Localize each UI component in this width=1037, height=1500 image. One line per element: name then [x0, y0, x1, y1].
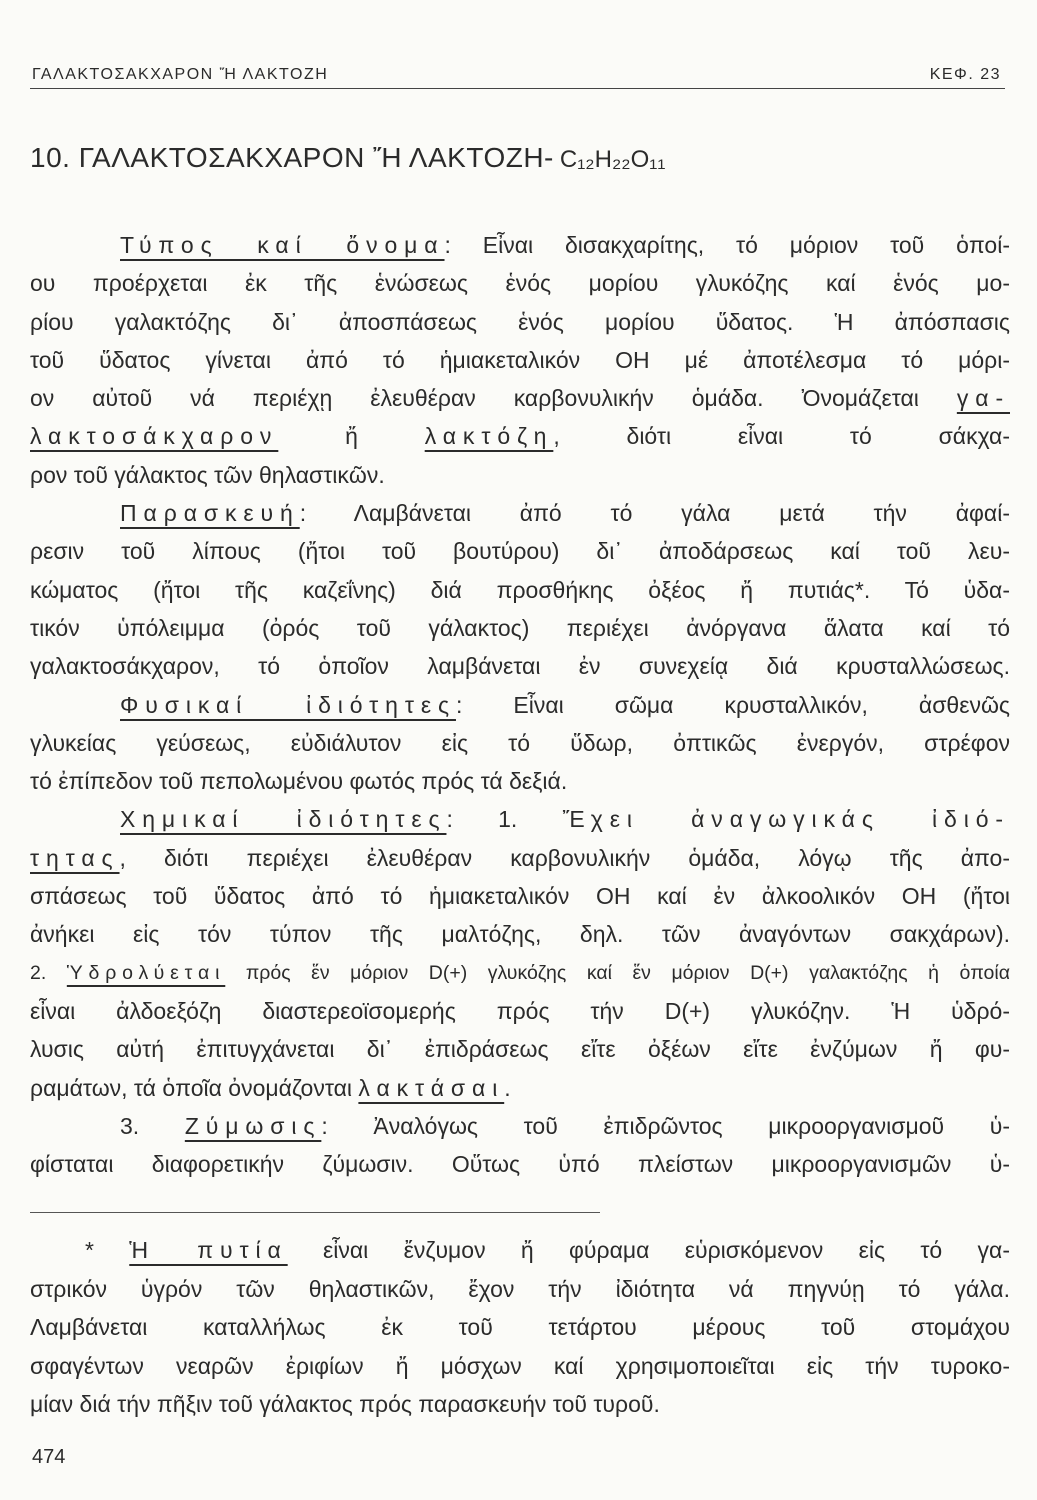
body-line	[30, 264, 1010, 302]
underlined-term: Ὑδρολύεται	[66, 961, 226, 984]
footnote-line	[30, 1347, 1010, 1386]
text-segment: 3.	[120, 1112, 185, 1139]
text-segment: λυσις αὐτή ἐπιτυγχάνεται δι᾽ ἐπιδράσεως εἴτε ὀξέων εἴτε ἐνζύμων ἤ φυ-	[30, 1036, 1010, 1063]
body-line	[30, 226, 1010, 264]
body-line	[30, 1107, 1010, 1145]
body-line	[30, 800, 1010, 838]
body-line	[30, 1030, 1010, 1068]
running-header-title: ΓΑΛΑΚΤΟΣΑΚΧΑΡΟΝ Ἤ ΛΑΚΤΟΖΗ	[32, 66, 329, 83]
footnote	[30, 1231, 1010, 1424]
text-segment: .	[504, 1074, 511, 1101]
body-line	[30, 341, 1010, 379]
text-segment: : Εἶναι σῶμα κρυσταλλικόν, ἀσθενῶς	[455, 691, 1010, 718]
text-segment: : Εἶναι δισακχαρίτης, τό μόριον τοῦ ὁποί-	[444, 232, 1010, 258]
text-segment: ἤ	[278, 423, 425, 450]
text-segment: ου προέρχεται ἐκ τῆς ἑνώσεως ἑνός μορίου γλυκόζης καί ἑνός μο-	[30, 270, 1010, 297]
body-line	[30, 532, 1010, 570]
footnote-line	[30, 1385, 1010, 1424]
text-segment: πρός ἕν μόριον D(+) γλυκόζης καί ἕν μόριον D(+) γαλακτόζης ἡ ὁποία	[225, 961, 1010, 984]
underlined-term: Παρασκευή	[120, 500, 300, 527]
body-line	[30, 1145, 1010, 1183]
body-line	[30, 571, 1010, 609]
text-segment: στρικόν ὑγρόν τῶν θηλαστικῶν, ἔχον τήν ἰδιότητα νά πηγνύῃ τό γάλα.	[30, 1275, 1010, 1302]
underlined-term: γα-	[956, 385, 1010, 412]
text-segment: γαλακτοσάκχαρον, τό ὁποῖον λαμβάνεται ἐν συνεχείᾳ διά κρυσταλλώσεως.	[30, 653, 1010, 680]
underlined-term: Ἡ πυτία	[129, 1237, 288, 1263]
text-segment: τοῦ ὕδατος γίνεται ἀπό τό ἡμιακεταλικόν OH μέ ἀποτέλεσμα τό μόρι-	[30, 346, 1010, 373]
body-line	[30, 303, 1010, 341]
underlined-term: Τύπος καί ὄνομα	[120, 232, 445, 258]
footnote-line	[30, 1308, 1010, 1347]
text-segment: ραμάτων, τά ὁποῖα ὀνομάζονται	[30, 1074, 359, 1101]
text-segment: σπάσεως τοῦ ὕδατος ἀπό τό ἡμιακεταλικόν OH καί ἐν ἀλκοολικόν OH (ἤτοι	[30, 883, 1010, 910]
text-segment: , διότι εἶναι τό σάκχα-	[553, 423, 1010, 450]
text-segment: μίαν διά τήν πῆξιν τοῦ γάλακτος πρός παρασκευήν τοῦ τυροῦ.	[30, 1391, 660, 1417]
body-line	[30, 456, 1010, 494]
section-title	[30, 142, 665, 174]
text-segment: 2.	[30, 961, 67, 984]
text-segment: εἶναι ἔνζυμον ἤ φύραμα εὑρισκόμενον εἰς τό γα-	[287, 1237, 1010, 1263]
text-segment: φίσταται διαφορετικήν ζύμωσιν. Οὕτως ὑπό πλείστων μικροοργανισμῶν ὑ-	[30, 1151, 1010, 1178]
text-segment: τικόν ὑπόλειμμα (ὀρός τοῦ γάλακτος) περιέχει ἀνόργανα ἅλατα καί τό	[30, 614, 1010, 641]
footnote-line	[30, 1270, 1010, 1309]
footnote-separator	[30, 1212, 600, 1213]
body-line	[30, 494, 1010, 532]
text-segment: εἶναι ἀλδοεξόζη διαστερεοϊσομερής πρός τήν D(+) γλυκόζην. Ἡ ὑδρό-	[30, 997, 1010, 1024]
text-segment: κώματος (ἤτοι τῆς καζεΐνης) διά προσθήκης ὀξέος ἤ πυτιάς*. Τό ὑδα-	[30, 576, 1010, 603]
underlined-term: τητας	[30, 844, 120, 871]
body-line	[30, 724, 1010, 762]
text-segment: ρον τοῦ γάλακτος τῶν θηλαστικῶν.	[30, 461, 385, 488]
text-segment: Λαμβάνεται καταλλήλως ἐκ τοῦ τετάρτου μέρους τοῦ στομάχου	[30, 1314, 1010, 1340]
spaced-term: Ἔχει ἀναγωγικάς ἰδιό-	[562, 806, 1010, 833]
underlined-term: λακτοσάκχαρον	[30, 423, 279, 450]
underlined-term: Φυσικαί ἰδιότητες	[120, 691, 456, 718]
body-line	[30, 609, 1010, 647]
body-line	[30, 839, 1010, 877]
body-line	[30, 877, 1010, 915]
underlined-term: Ζύμωσις	[184, 1112, 322, 1139]
underlined-term: λακτάσαι	[358, 1074, 505, 1101]
text-segment: ον αὐτοῦ νά περιέχῃ ἐλευθέραν καρβονυλικήν ὁμάδα. Ὀνομάζεται	[30, 385, 957, 412]
body-line	[30, 915, 1010, 953]
text-segment: σφαγέντων νεαρῶν ἐριφίων ἤ μόσχων καί χρησιμοποιεῖται εἰς τήν τυροκο-	[30, 1352, 1010, 1379]
text-segment: ρίου γαλακτόζης δι᾽ ἀποσπάσεως ἑνός μορίου ὕδατος. Ἡ ἀπόσπασις	[30, 308, 1010, 335]
underlined-term: Χημικαί ἰδιότητες	[120, 806, 447, 833]
body-line	[30, 686, 1010, 724]
chapter-label: ΚΕΦ. 23	[929, 66, 1001, 83]
text-segment: ρεσιν τοῦ λίπους (ἤτοι τοῦ βουτύρου) δι᾽ ἀποδάρσεως καί τοῦ λευ-	[30, 538, 1010, 565]
body-line	[30, 417, 1010, 455]
text-segment: : 1.	[446, 806, 563, 833]
body-line	[30, 1069, 1010, 1107]
text-segment: τό ἐπίπεδον τοῦ πεπολωμένου φωτός πρός τά δεξιά.	[30, 768, 568, 795]
footnote-marker: *	[85, 1237, 130, 1263]
body-line	[30, 647, 1010, 685]
footnote-line	[30, 1231, 1010, 1270]
text-segment: ἀνήκει εἰς τόν τύπον τῆς μαλτόζης, δηλ. τῶν ἀναγόντων σακχάρων).	[30, 921, 1010, 948]
chemical-formula: C₁₂H₂₂O₁₁	[559, 146, 666, 173]
text-segment: : Ἀναλόγως τοῦ ἐπιδρῶντος μικροοργανισμοῦ ὑ-	[321, 1112, 1010, 1139]
running-header	[30, 64, 1005, 89]
text-segment: , διότι περιέχει ἐλευθέραν καρβονυλικήν ὁμάδα, λόγῳ τῆς ἀπο-	[119, 844, 1010, 871]
body-line	[30, 379, 1010, 417]
body-line	[30, 954, 1010, 992]
section-title-text: 10. ΓΑΛΑΚΤΟΣΑΚΧΑΡΟΝ Ἤ ΛΑΚΤΟΖΗ-	[30, 142, 554, 173]
body-line	[30, 992, 1010, 1030]
text-segment: : Λαμβάνεται ἀπό τό γάλα μετά τήν ἀφαί-	[299, 500, 1010, 527]
underlined-term: λακτόζη	[424, 423, 554, 450]
body-line	[30, 762, 1010, 800]
body-text	[30, 226, 1010, 1183]
page-number: 474	[32, 1446, 66, 1468]
text-segment: γλυκείας γεύσεως, εὐδιάλυτον εἰς τό ὕδωρ, ὀπτικῶς ἐνεργόν, στρέφον	[30, 729, 1010, 756]
